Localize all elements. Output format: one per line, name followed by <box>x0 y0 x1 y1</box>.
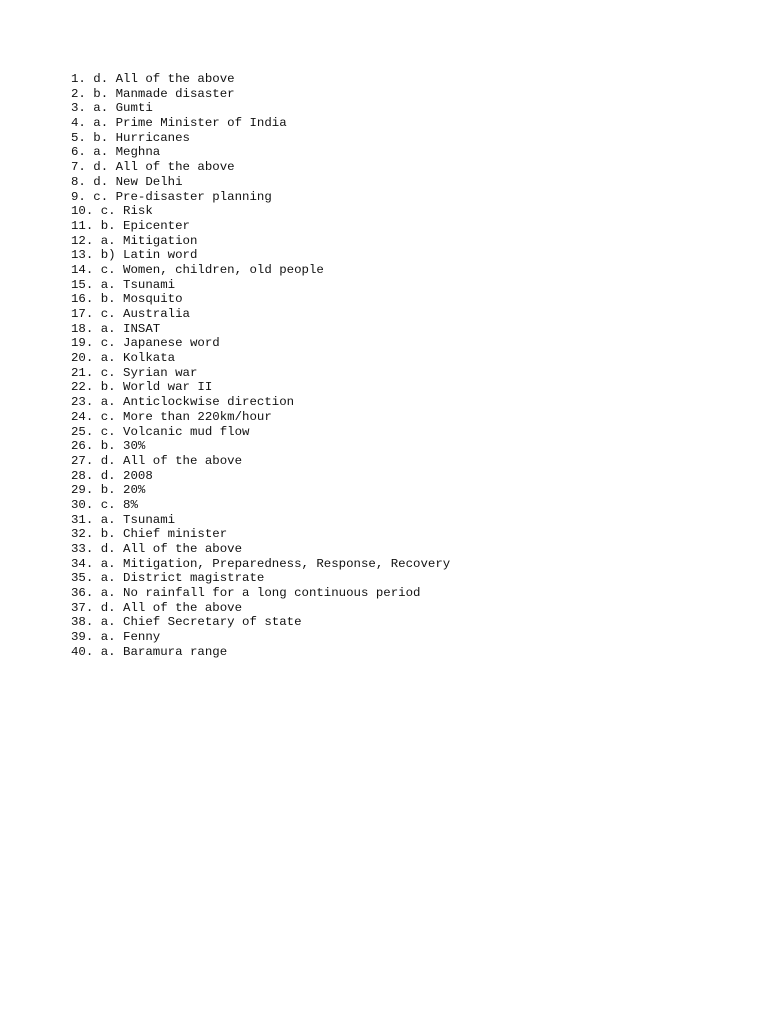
answer-line-39: 39. a. Fenny <box>71 630 161 645</box>
answer-line-2: 2. b. Manmade disaster <box>71 86 235 101</box>
answer-line-3: 3. a. Gumti <box>71 101 153 116</box>
answer-line-31: 31. a. Tsunami <box>71 512 176 527</box>
answer-line-28: 28. d. 2008 <box>71 468 153 483</box>
answer-line-17: 17. c. Australia <box>71 307 190 321</box>
answer-line-10: 10. c. Risk <box>71 204 153 219</box>
answer-line-22: 22. b. World war II <box>71 380 213 395</box>
answer-line-26: 26. b. 30% <box>71 439 146 454</box>
answer-line-11: 11. b. Epicenter <box>71 218 190 233</box>
answer-line-35: 35. a. District magistrate <box>71 571 265 586</box>
answer-line-6: 6. a. Meghna <box>71 145 161 160</box>
answer-line-33: 33. d. All of the above <box>71 542 243 556</box>
answer-line-20: 20. a. Kolkata <box>71 351 176 366</box>
answer-line-16: 16. b. Mosquito <box>71 292 183 307</box>
answer-line-37: 37. d. All of the above <box>71 600 243 615</box>
answer-line-34: 34. a. Mitigation, Preparedness, Response, Recovery <box>71 556 451 571</box>
answer-line-1: 1. d. All of the above <box>71 72 235 86</box>
answer-line-29: 29. b. 20% <box>71 483 146 498</box>
answer-line-24: 24. c. More than 220km/hour <box>71 409 272 424</box>
answer-line-18: 18. a. INSAT <box>71 321 161 336</box>
answer-line-7: 7. d. All of the above <box>71 160 235 175</box>
answer-line-36: 36. a. No rainfall for a long continuous period <box>71 586 421 601</box>
answer-line-21: 21. c. Syrian war <box>71 365 198 380</box>
answer-line-14: 14. c. Women, children, old people <box>71 262 324 277</box>
answer-line-23: 23. a. Anticlockwise direction <box>71 395 295 410</box>
answer-line-30: 30. c. 8% <box>71 497 138 512</box>
answer-line-40: 40. a. Baramura range <box>71 644 228 659</box>
answer-key-list <box>71 72 450 660</box>
answer-line-25: 25. c. Volcanic mud flow <box>71 424 250 439</box>
answer-line-19: 19. c. Japanese word <box>71 336 220 351</box>
answer-line-8: 8. d. New Delhi <box>71 174 183 189</box>
answer-line-12: 12. a. Mitigation <box>71 233 198 248</box>
answer-line-38: 38. a. Chief Secretary of state <box>71 615 302 630</box>
answer-line-4: 4. a. Prime Minister of India <box>71 116 287 131</box>
answer-line-13: 13. b) Latin word <box>71 248 198 263</box>
answer-line-5: 5. b. Hurricanes <box>71 130 190 145</box>
answer-line-9: 9. c. Pre-disaster planning <box>71 189 272 204</box>
answer-line-32: 32. b. Chief minister <box>71 527 228 542</box>
answer-line-27: 27. d. All of the above <box>71 453 243 468</box>
answer-line-15: 15. a. Tsunami <box>71 277 176 292</box>
